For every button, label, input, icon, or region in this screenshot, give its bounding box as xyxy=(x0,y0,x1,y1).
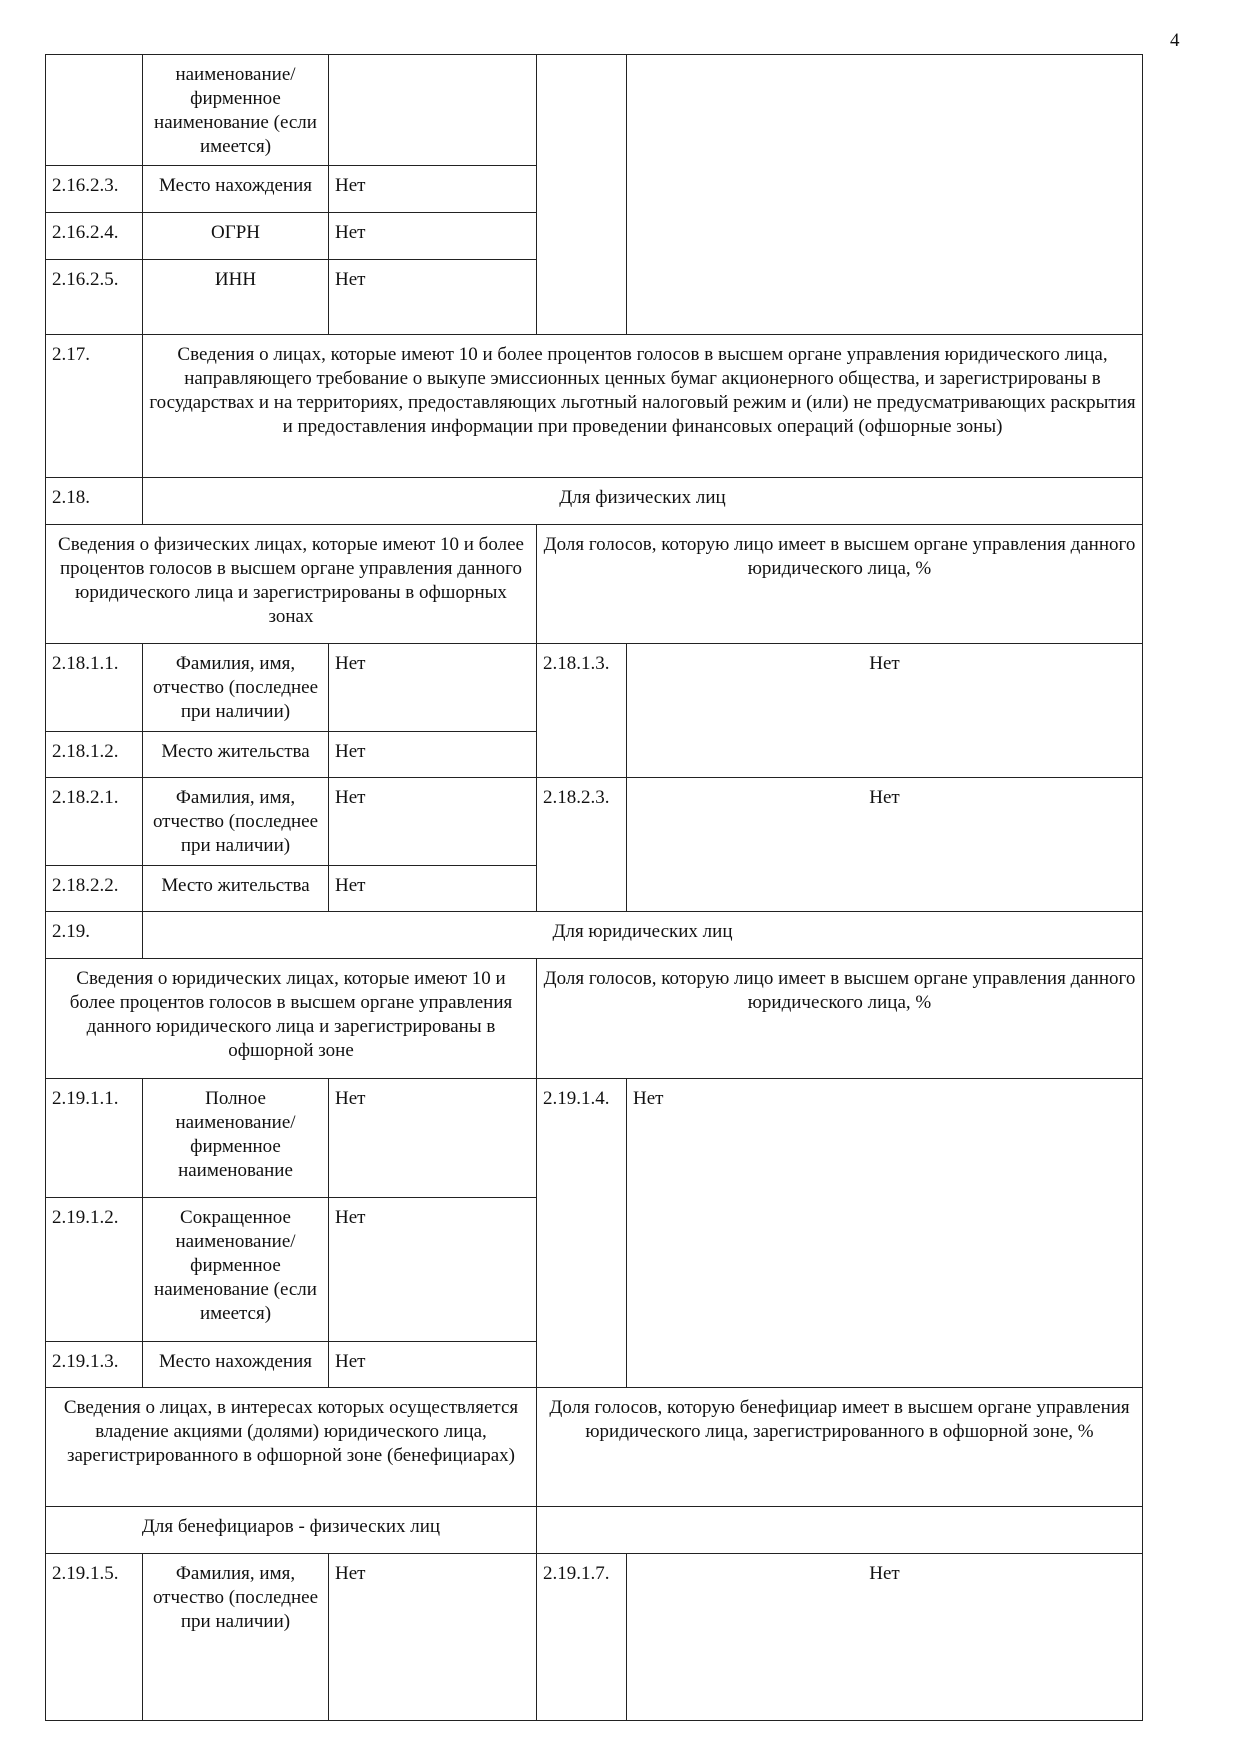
share-value: Нет xyxy=(627,778,1143,912)
field-label: Фамилия, имя, отчество (последнее при наличии) xyxy=(143,1554,329,1721)
table-row xyxy=(46,1554,1143,1721)
row-number: 2.19.1.1. xyxy=(46,1079,143,1198)
header-row xyxy=(46,959,1143,1079)
empty-cell xyxy=(537,1507,1143,1554)
column-header-right: Доля голосов, которую лицо имеет в высшем органе управления данного юридического лица, % xyxy=(537,525,1143,644)
row-number: 2.18.2.1. xyxy=(46,778,143,866)
share-value: Нет xyxy=(627,1554,1143,1721)
section-row-2-17 xyxy=(46,335,1143,478)
field-value xyxy=(329,55,537,166)
beneficiary-header-right: Доля голосов, которую бенефициар имеет в высшем органе управления юридического лица, зарегистрированного в офшорной зоне, % xyxy=(537,1388,1143,1507)
row-number: 2.18.2.2. xyxy=(46,866,143,912)
disclosure-form-table xyxy=(45,54,1143,1721)
column-header-right: Доля голосов, которую лицо имеет в высшем органе управления данного юридического лица, % xyxy=(537,959,1143,1079)
table-row xyxy=(46,1079,1143,1198)
beneficiary-header-left: Сведения о лицах, в интересах которых осуществляется владение акциями (долями) юридического лица, зарегистрированного в офшорной зоне (бенефициарах) xyxy=(46,1388,537,1507)
share-value: Нет xyxy=(627,644,1143,778)
field-value: Нет xyxy=(329,732,537,778)
share-value: Нет xyxy=(627,1079,1143,1388)
table-row xyxy=(46,644,1143,732)
field-value: Нет xyxy=(329,644,537,732)
beneficiary-physical-title: Для бенефициаров - физических лиц xyxy=(46,1507,537,1554)
field-label: Сокращенное наименование/фирменное наименование (если имеется) xyxy=(143,1198,329,1342)
row-number: 2.16.2.3. xyxy=(46,166,143,213)
section-row-2-18 xyxy=(46,478,1143,525)
section-number: 2.17. xyxy=(46,335,143,478)
field-label: Место жительства xyxy=(143,732,329,778)
field-value: Нет xyxy=(329,260,537,335)
share-number: 2.18.2.3. xyxy=(537,778,627,912)
header-row xyxy=(46,1507,1143,1554)
field-label: Фамилия, имя, отчество (последнее при наличии) xyxy=(143,644,329,732)
field-label: наименование/фирменное наименование (если имеется) xyxy=(143,55,329,166)
field-value: Нет xyxy=(329,778,537,866)
share-number: 2.19.1.7. xyxy=(537,1554,627,1721)
share-number: 2.19.1.4. xyxy=(537,1079,627,1388)
header-row xyxy=(46,1388,1143,1507)
field-value: Нет xyxy=(329,1079,537,1198)
field-value: Нет xyxy=(329,213,537,260)
table-row xyxy=(46,55,1143,166)
table-row xyxy=(46,778,1143,866)
row-number: 2.18.1.2. xyxy=(46,732,143,778)
field-label: Фамилия, имя, отчество (последнее при наличии) xyxy=(143,778,329,866)
field-label: Место нахождения xyxy=(143,166,329,213)
share-number: 2.18.1.3. xyxy=(537,644,627,778)
row-number: 2.16.2.5. xyxy=(46,260,143,335)
share-value-cell xyxy=(627,55,1143,335)
field-label: ОГРН xyxy=(143,213,329,260)
column-header-left: Сведения о юридических лицах, которые имеют 10 и более процентов голосов в высшем органе управления данного юридического лица и зарегистрированы в офшорной зоне xyxy=(46,959,537,1079)
section-number: 2.19. xyxy=(46,912,143,959)
section-title: Для юридических лиц xyxy=(143,912,1143,959)
field-value: Нет xyxy=(329,866,537,912)
field-label: Место нахождения xyxy=(143,1342,329,1388)
page-number: 4 xyxy=(1170,30,1180,51)
row-number: 2.19.1.5. xyxy=(46,1554,143,1721)
field-value: Нет xyxy=(329,1342,537,1388)
field-value: Нет xyxy=(329,166,537,213)
section-description: Сведения о лицах, которые имеют 10 и более процентов голосов в высшем органе управления юридического лица, направляющего требование о выкупе эмиссионных ценных бумаг акционерного общества, и зарегистрированы в государствах и на территориях, предоставляющих льготный налоговый режим и (или) не предусматривающих раскрытия и предоставления информации при проведении финансовых операций (офшорные зоны) xyxy=(143,335,1143,478)
section-row-2-19 xyxy=(46,912,1143,959)
field-label: Полное наименование/фирменное наименование xyxy=(143,1079,329,1198)
row-number: 2.19.1.3. xyxy=(46,1342,143,1388)
column-header-left: Сведения о физических лицах, которые имеют 10 и более процентов голосов в высшем органе управления данного юридического лица и зарегистрированы в офшорных зонах xyxy=(46,525,537,644)
section-number: 2.18. xyxy=(46,478,143,525)
share-number-cell xyxy=(537,55,627,335)
row-number: 2.19.1.2. xyxy=(46,1198,143,1342)
field-value: Нет xyxy=(329,1554,537,1721)
field-label: Место жительства xyxy=(143,866,329,912)
row-number: 2.16.2.4. xyxy=(46,213,143,260)
row-number: 2.18.1.1. xyxy=(46,644,143,732)
field-label: ИНН xyxy=(143,260,329,335)
row-number xyxy=(46,55,143,166)
section-title: Для физических лиц xyxy=(143,478,1143,525)
field-value: Нет xyxy=(329,1198,537,1342)
header-row xyxy=(46,525,1143,644)
